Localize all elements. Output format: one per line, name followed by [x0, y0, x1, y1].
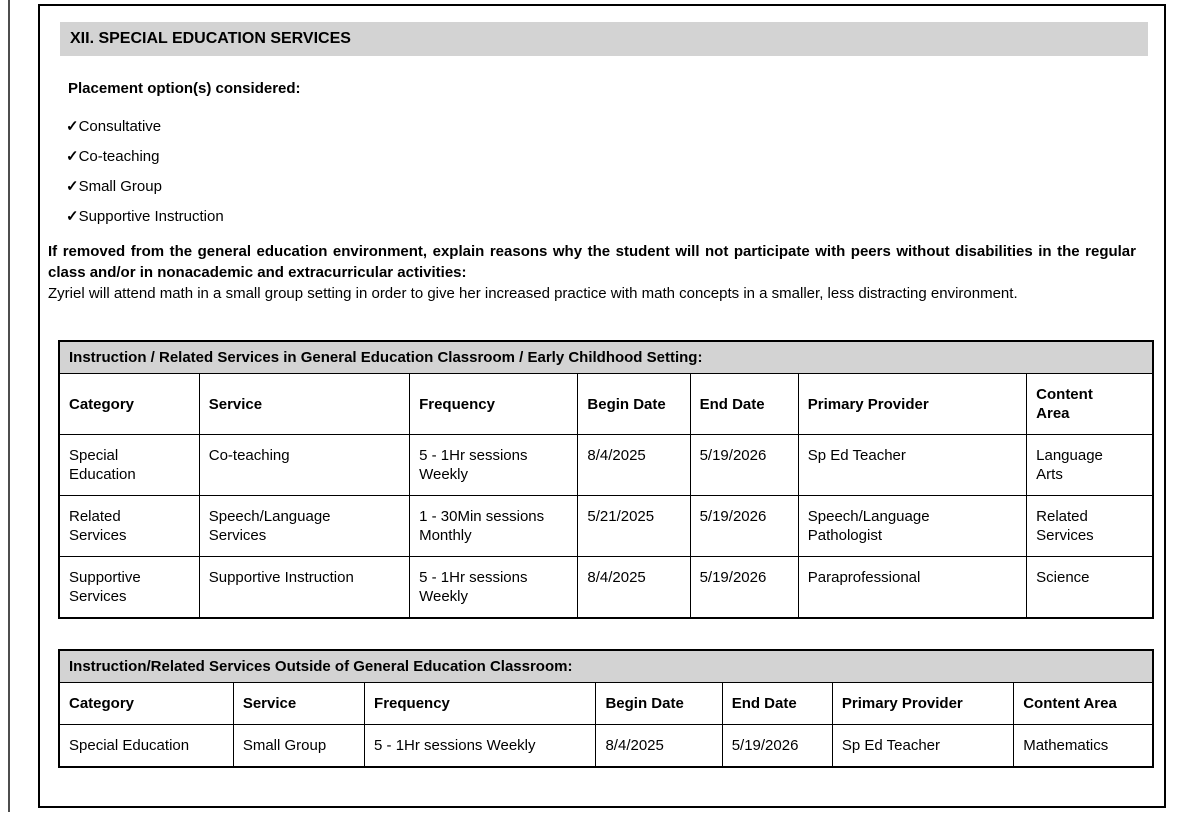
table-cell: Supportive Instruction: [199, 557, 409, 619]
table-cell: 5/19/2026: [722, 725, 832, 768]
removal-explanation-block: [48, 241, 1136, 304]
table-cell: Related Services: [59, 496, 199, 557]
column-header: Service: [233, 683, 364, 725]
checkmark-icon: ✓: [66, 148, 79, 165]
table-cell: Mathematics: [1014, 725, 1153, 768]
placement-option: [66, 177, 1164, 197]
table-title: Instruction / Related Services in General Education Classroom / Early Childhood Setting:: [59, 341, 1153, 374]
placement-option-label: Supportive Instruction: [78, 208, 224, 225]
table-cell: Paraprofessional: [798, 557, 1026, 619]
table-cell: Related Services: [1027, 496, 1153, 557]
table-title: Instruction/Related Services Outside of General Education Classroom:: [59, 650, 1153, 683]
column-header: Begin Date: [596, 683, 722, 725]
table-cell: 5/19/2026: [690, 496, 798, 557]
table-cell: Special Education: [59, 725, 233, 768]
table-cell: 5/19/2026: [690, 435, 798, 496]
column-header: Content Area: [1027, 374, 1153, 435]
column-header: Service: [199, 374, 409, 435]
table-cell: 5/19/2026: [690, 557, 798, 619]
placement-option-label: Small Group: [78, 178, 162, 195]
table-row: [59, 725, 1153, 768]
column-header: Category: [59, 374, 199, 435]
table-cell: Sp Ed Teacher: [832, 725, 1013, 768]
table-cell: Speech/Language Services: [199, 496, 409, 557]
column-header: Content Area: [1014, 683, 1153, 725]
placement-heading: Placement option(s) considered:: [68, 80, 301, 97]
column-header: Primary Provider: [798, 374, 1026, 435]
table-cell: Speech/Language Pathologist: [798, 496, 1026, 557]
column-header: End Date: [690, 374, 798, 435]
placement-options-list: [66, 117, 1164, 227]
general-education-services-table: [58, 340, 1154, 619]
table-row: [59, 435, 1153, 496]
placement-option: [66, 207, 1164, 227]
table-cell: 5/21/2025: [578, 496, 690, 557]
table-cell: Language Arts: [1027, 435, 1153, 496]
checkmark-icon: ✓: [66, 208, 79, 225]
checkmark-icon: ✓: [66, 178, 79, 195]
table-cell: 8/4/2025: [578, 435, 690, 496]
outside-general-education-services-table: [58, 649, 1154, 768]
table-cell: 8/4/2025: [578, 557, 690, 619]
table-cell: 1 - 30Min sessions Monthly: [410, 496, 578, 557]
table-cell: 5 - 1Hr sessions Weekly: [410, 557, 578, 619]
column-header: Primary Provider: [832, 683, 1013, 725]
placement-option: [66, 147, 1164, 167]
section-title: XII. SPECIAL EDUCATION SERVICES: [60, 22, 1148, 56]
table-title-row: [59, 341, 1153, 374]
table-cell: Sp Ed Teacher: [798, 435, 1026, 496]
table-cell: Science: [1027, 557, 1153, 619]
table-cell: Supportive Services: [59, 557, 199, 619]
table-cell: Special Education: [59, 435, 199, 496]
column-header: Frequency: [365, 683, 596, 725]
table-cell: 5 - 1Hr sessions Weekly: [410, 435, 578, 496]
column-header: Frequency: [410, 374, 578, 435]
table-cell: 8/4/2025: [596, 725, 722, 768]
table-title-row: [59, 650, 1153, 683]
checkmark-icon: ✓: [66, 118, 79, 135]
removal-answer: Zyriel will attend math in a small group setting in order to give her increased practice with math concepts in a smaller, less distracting environment.: [48, 285, 1018, 302]
column-header: End Date: [722, 683, 832, 725]
table-row: [59, 496, 1153, 557]
table-header-row: [59, 374, 1153, 435]
page-edge: [8, 0, 10, 812]
table-header-row: [59, 683, 1153, 725]
placement-option: [66, 117, 1164, 137]
placement-option-label: Co-teaching: [78, 148, 160, 165]
table-cell: 5 - 1Hr sessions Weekly: [365, 725, 596, 768]
column-header: Begin Date: [578, 374, 690, 435]
table-cell: Co-teaching: [199, 435, 409, 496]
placement-option-label: Consultative: [78, 118, 162, 135]
table-cell: Small Group: [233, 725, 364, 768]
table-row: [59, 557, 1153, 619]
column-header: Category: [59, 683, 233, 725]
special-education-section: [38, 4, 1166, 808]
removal-question: If removed from the general education environment, explain reasons why the student will not participate with peers without disabilities in the regular class and/or in nonacademic and extracurricular activities:: [48, 243, 1136, 281]
